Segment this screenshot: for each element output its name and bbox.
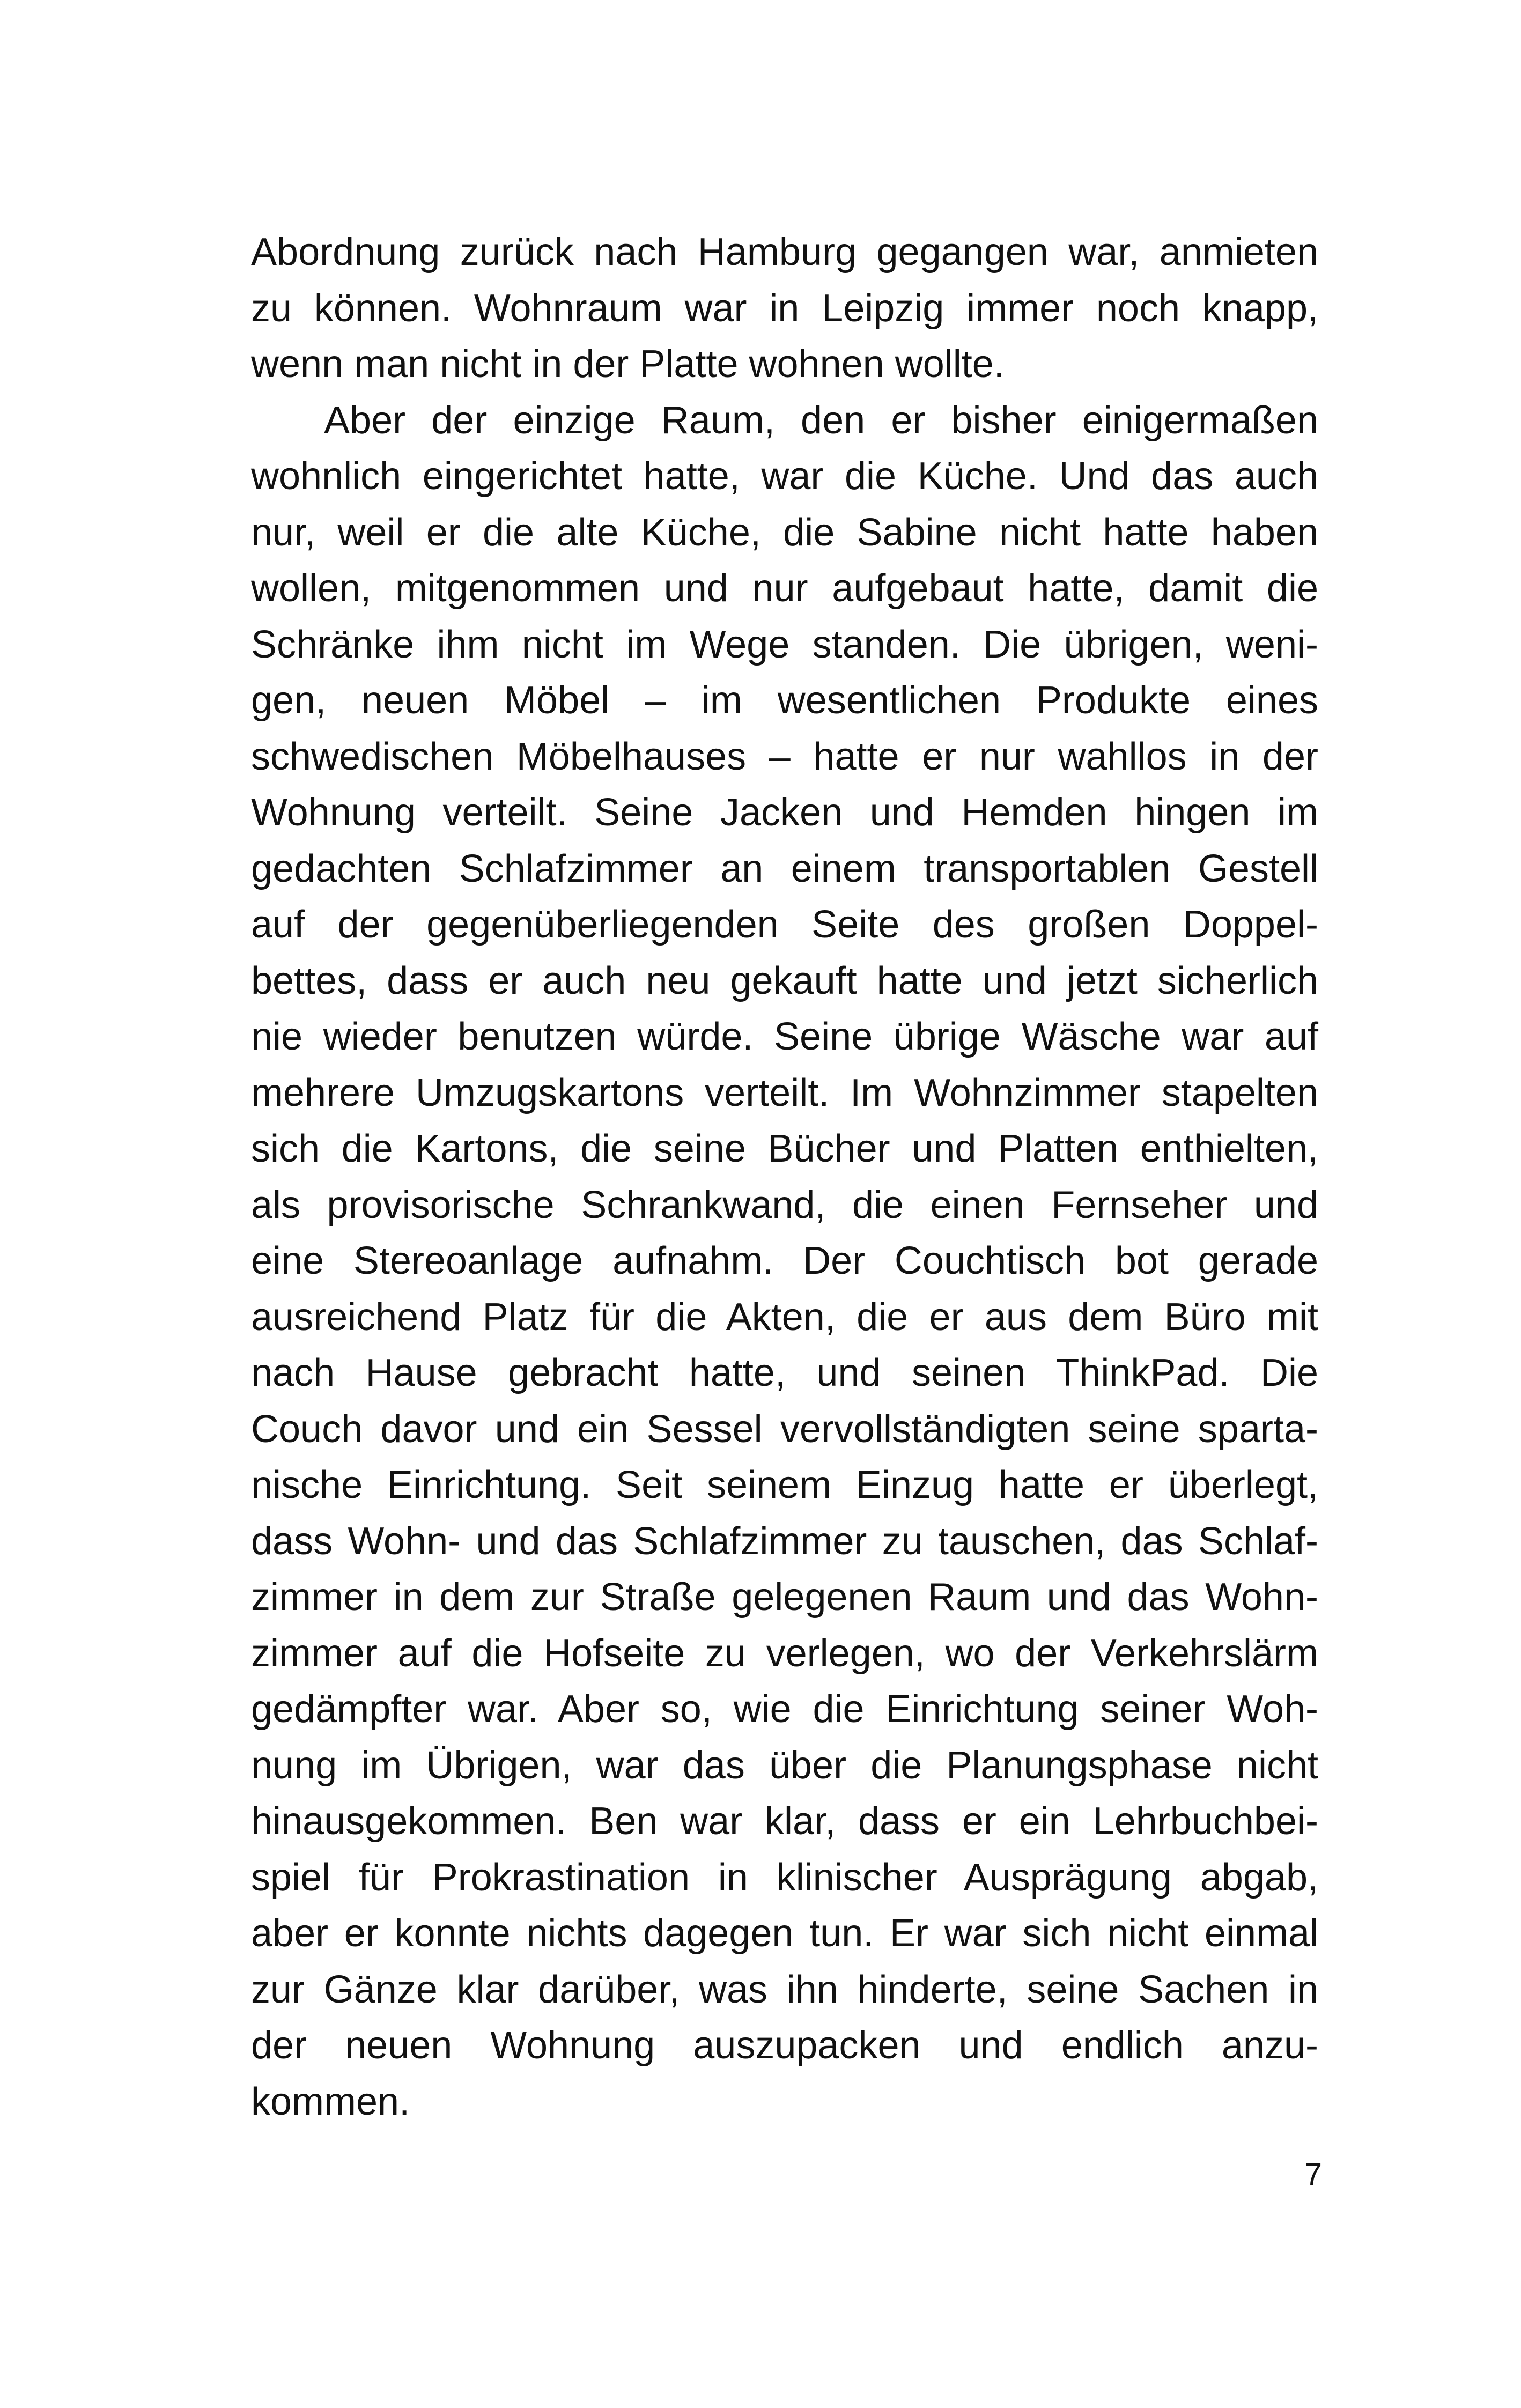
text-line: nie wieder benutzen würde. Seine übrige Wäsche war auf	[251, 1015, 1318, 1058]
text-line: zu können. Wohnraum war in Leipzig immer noch knapp,	[251, 286, 1318, 330]
text-line: nung im Übrigen, war das über die Planungsphase nicht	[251, 1744, 1318, 1787]
body-text	[251, 224, 1318, 2130]
text-line: nur, weil er die alte Küche, die Sabine nicht hatte haben	[251, 511, 1318, 554]
text-line: Schränke ihm nicht im Wege standen. Die übrigen, weni-	[251, 623, 1318, 666]
text-line: eine Stereoanlage aufnahm. Der Couchtisch bot gerade	[251, 1239, 1318, 1282]
text-line: nach Hause gebracht hatte, und seinen ThinkPad. Die	[251, 1351, 1318, 1394]
text-line: nische Einrichtung. Seit seinem Einzug hatte er überlegt,	[251, 1464, 1318, 1506]
text-line: wohnlich eingerichtet hatte, war die Küche. Und das auch	[251, 455, 1318, 498]
text-line: hinausgekommen. Ben war klar, dass er ein Lehrbuchbei-	[251, 1800, 1318, 1843]
text-line: auf der gegenüberliegenden Seite des großen Doppel-	[251, 903, 1318, 946]
text-line: der neuen Wohnung auszupacken und endlich anzu-	[251, 2024, 1318, 2067]
text-line: wenn man nicht in der Platte wohnen wollte.	[251, 343, 1005, 386]
text-line: gedachten Schlafzimmer an einem transportablen Gestell	[251, 847, 1318, 890]
text-line: spiel für Prokrastination in klinischer Ausprägung abgab,	[251, 1856, 1318, 1899]
text-line: gedämpfter war. Aber so, wie die Einrichtung seiner Woh-	[251, 1688, 1318, 1731]
text-line: Couch davor und ein Sessel vervollständigten seine sparta-	[251, 1407, 1318, 1451]
text-line: bettes, dass er auch neu gekauft hatte und jetzt sicherlich	[251, 959, 1318, 1002]
text-line: aber er konnte nichts dagegen tun. Er war sich nicht einmal	[251, 1912, 1318, 1955]
text-line: gen, neuen Möbel – im wesentlichen Produkte eines	[251, 679, 1318, 722]
text-line: mehrere Umzugskartons verteilt. Im Wohnzimmer stapelten	[251, 1071, 1318, 1114]
text-line: Abordnung zurück nach Hamburg gegangen war, anmieten	[251, 231, 1318, 274]
text-line: als provisorische Schrankwand, die einen Fernseher und	[251, 1183, 1318, 1227]
text-line: ausreichend Platz für die Akten, die er aus dem Büro mit	[251, 1295, 1318, 1339]
text-line: zimmer in dem zur Straße gelegenen Raum und das Wohn-	[251, 1576, 1318, 1619]
text-line: wollen, mitgenommen und nur aufgebaut hatte, damit die	[251, 567, 1318, 610]
text-line: Wohnung verteilt. Seine Jacken und Hemden hingen im	[251, 791, 1318, 834]
text-line: zur Gänze klar darüber, was ihn hinderte, seine Sachen in	[251, 1968, 1318, 2011]
text-line: schwedischen Möbelhauses – hatte er nur wahllos in der	[251, 735, 1318, 778]
text-line: kommen.	[251, 2080, 410, 2123]
text-line: sich die Kartons, die seine Bücher und Platten enthielten,	[251, 1127, 1318, 1170]
page-number: 7	[1304, 2157, 1322, 2192]
text-line: zimmer auf die Hofseite zu verlegen, wo der Verkehrslärm	[251, 1631, 1318, 1675]
text-line: Aber der einzige Raum, den er bisher einigermaßen	[324, 398, 1318, 442]
text-line: dass Wohn- und das Schlafzimmer zu tauschen, das Schlaf-	[251, 1519, 1318, 1563]
